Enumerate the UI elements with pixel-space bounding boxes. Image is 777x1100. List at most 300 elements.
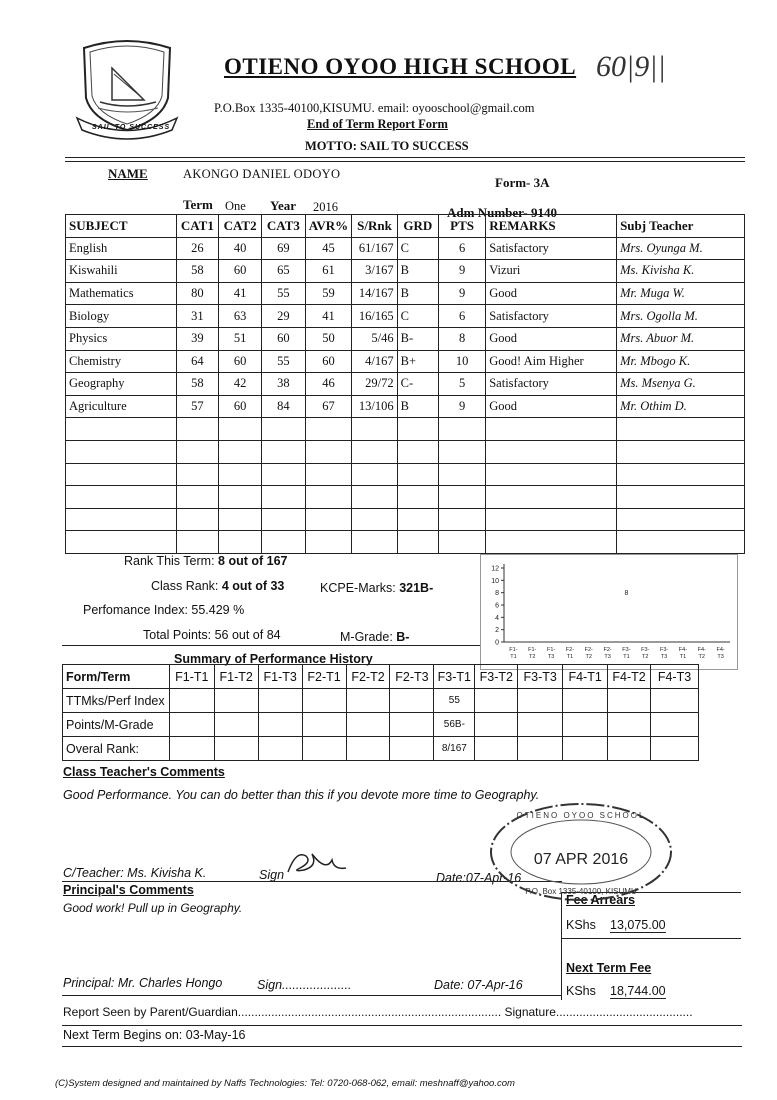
subject-row-empty (66, 440, 745, 463)
history-header-cell: F3-T1 (434, 665, 475, 689)
history-cell (651, 689, 699, 713)
subjects-header-s-rnk: S/Rnk (352, 215, 397, 238)
subject-cell: 67 (305, 395, 352, 418)
subject-cell: Ms. Kivisha K. (617, 260, 745, 283)
subject-row (66, 350, 745, 373)
subject-cell: C (397, 237, 438, 260)
mgrade-value: B- (396, 630, 410, 644)
subject-cell: 29/72 (352, 373, 397, 396)
subject-cell: Physics (66, 327, 177, 350)
subject-cell-empty (305, 508, 352, 531)
history-cell (346, 737, 390, 761)
subject-cell-empty (176, 440, 218, 463)
subject-row-empty (66, 486, 745, 509)
perf-value: 55.429 % (191, 603, 245, 617)
kcpe-label: KCPE-Marks: (320, 581, 396, 595)
subject-cell: 10 (438, 350, 485, 373)
history-cell (169, 713, 214, 737)
subjects-header-subject: SUBJECT (66, 215, 177, 238)
year-label: Year (270, 198, 296, 213)
subject-cell: Satisfactory (486, 237, 617, 260)
chart-x-tick-label: F4- (678, 647, 688, 653)
total-points (143, 628, 281, 642)
adm-label-text: Adm Number- (447, 205, 528, 220)
class-rank (151, 579, 284, 593)
history-cell (563, 713, 608, 737)
subjects-header-cat2: CAT2 (218, 215, 261, 238)
adm-value: 9140 (531, 205, 558, 220)
chart-x-tick-label: F1- (546, 647, 556, 653)
fees-box-mid (561, 938, 741, 939)
subject-cell: Good (486, 282, 617, 305)
chart-x-tick-label: T2 (698, 654, 705, 660)
subject-cell-empty (486, 418, 617, 441)
subjects-header-pts: PTS (438, 215, 485, 238)
subject-row (66, 395, 745, 418)
subject-cell-empty (438, 508, 485, 531)
subject-cell: 80 (176, 282, 218, 305)
chart-x-tick-label: T2 (585, 654, 592, 660)
subject-cell-empty (262, 440, 305, 463)
subject-cell: 60 (262, 327, 305, 350)
subject-cell-empty (352, 486, 397, 509)
subject-cell: 46 (305, 373, 352, 396)
subject-cell: 61/167 (352, 237, 397, 260)
subject-cell: 58 (176, 373, 218, 396)
subject-cell: 31 (176, 305, 218, 328)
subject-cell: 38 (262, 373, 305, 396)
chart-x-tick-label: T1 (510, 654, 517, 660)
subject-cell: 58 (176, 260, 218, 283)
history-row (63, 713, 699, 737)
performance-chart (480, 554, 738, 670)
subject-cell: 39 (176, 327, 218, 350)
subject-cell: Ms. Msenya G. (617, 373, 745, 396)
chart-x-tick-label: T2 (642, 654, 649, 660)
subject-cell-empty (176, 463, 218, 486)
history-cell: 55 (434, 689, 475, 713)
subject-cell: 6 (438, 305, 485, 328)
subject-cell-empty (218, 440, 261, 463)
stamp-date: 07 APR 2016 (533, 851, 629, 868)
subject-cell: C- (397, 373, 438, 396)
points-label: Total Points: (143, 628, 212, 642)
subject-cell-empty (218, 418, 261, 441)
kcpe-marks (320, 581, 433, 595)
subject-cell: 26 (176, 237, 218, 260)
principal-sign-label: Sign.................... (257, 978, 352, 992)
subject-cell: 6 (438, 237, 485, 260)
subject-cell: 41 (218, 282, 261, 305)
school-motto: MOTTO: SAIL TO SUCCESS (305, 139, 469, 153)
m-grade (340, 630, 409, 644)
header-rule-2 (65, 161, 745, 162)
history-cell (169, 737, 214, 761)
subject-cell-empty (262, 508, 305, 531)
subject-cell: Mr. Othim D. (617, 395, 745, 418)
subject-cell-empty (617, 418, 745, 441)
subject-cell-empty (397, 463, 438, 486)
handwritten-note: 60|9|| (596, 50, 666, 83)
fees-box-left-border (561, 892, 562, 1000)
chart-x-tick-label: F4- (697, 647, 706, 653)
subject-cell-empty (305, 463, 352, 486)
subject-cell: Geography (66, 373, 177, 396)
header-rule (65, 157, 745, 158)
history-cell (608, 737, 651, 761)
history-row (63, 689, 699, 713)
history-cell (475, 689, 518, 713)
class-teacher-title: Class Teacher's Comments (63, 765, 225, 779)
history-cell (518, 713, 563, 737)
subject-cell-empty (176, 486, 218, 509)
subject-row-empty (66, 508, 745, 531)
history-cell (346, 689, 390, 713)
subject-cell: B (397, 282, 438, 305)
subject-cell: B (397, 395, 438, 418)
history-cell (475, 737, 518, 761)
subject-cell: 29 (262, 305, 305, 328)
subject-row-empty (66, 418, 745, 441)
history-cell: 56B- (434, 713, 475, 737)
chart-x-tick-label: F3- (641, 647, 650, 653)
subject-cell: 9 (438, 282, 485, 305)
history-header-cell: F1-T1 (169, 665, 214, 689)
chart-x-tick-label: F3- (622, 647, 631, 653)
subject-cell-empty (352, 531, 397, 554)
history-header-cell: F2-T3 (390, 665, 434, 689)
chart-x-tick-label: F2- (603, 647, 612, 653)
subject-cell-empty (486, 531, 617, 554)
perf-label: Perfomance Index: (83, 603, 188, 617)
subject-cell: 60 (218, 350, 261, 373)
history-cell (651, 713, 699, 737)
chart-y-tick-label: 4 (495, 614, 499, 622)
history-cell (302, 713, 346, 737)
history-header-cell: F1-T2 (214, 665, 258, 689)
rank-this-term (124, 554, 288, 568)
subject-cell-empty (438, 440, 485, 463)
subject-cell: Mrs. Oyunga M. (617, 237, 745, 260)
subject-cell-empty (176, 531, 218, 554)
subject-row (66, 305, 745, 328)
subject-cell: 51 (218, 327, 261, 350)
school-address: P.O.Box 1335-40100,KISUMU. email: oyooschool@gmail.com (214, 101, 535, 115)
rank-label: Rank This Term: (124, 554, 215, 568)
subject-cell: Mrs. Abuor M. (617, 327, 745, 350)
chart-x-tick-label: T1 (679, 654, 687, 660)
subjects-header-grd: GRD (397, 215, 438, 238)
subject-cell: C (397, 305, 438, 328)
subject-cell-empty (352, 440, 397, 463)
subject-cell-empty (218, 486, 261, 509)
history-header-cell: F3-T3 (518, 665, 563, 689)
chart-x-tick-label: T3 (717, 654, 724, 660)
subjects-header-remarks: REMARKS (486, 215, 617, 238)
teacher-signature (282, 846, 352, 878)
subject-cell-empty (438, 418, 485, 441)
subject-cell: 60 (305, 350, 352, 373)
subjects-header-avr-: AVR% (305, 215, 352, 238)
chart-x-tick-label: T1 (623, 654, 630, 660)
subject-cell: Kiswahili (66, 260, 177, 283)
principal-comment: Good work! Pull up in Geography. (63, 901, 243, 915)
subject-cell: 40 (218, 237, 261, 260)
subject-cell-empty (397, 508, 438, 531)
history-cell (302, 737, 346, 761)
subject-cell: Mrs. Ogolla M. (617, 305, 745, 328)
form-label-text: Form- (495, 175, 531, 190)
class-teacher-comment: Good Performance. You can do better than this if you devote more time to Geography. (63, 788, 540, 802)
history-cell: Points/M-Grade (63, 713, 170, 737)
history-cell (608, 689, 651, 713)
class-teacher-name: C/Teacher: Ms. Kivisha K. (63, 866, 207, 880)
subject-cell-empty (438, 531, 485, 554)
history-cell (518, 737, 563, 761)
chart-x-tick-label: T1 (566, 654, 574, 660)
subject-cell-empty (486, 508, 617, 531)
subject-cell: 45 (305, 237, 352, 260)
subject-cell: Good! Aim Higher (486, 350, 617, 373)
principal-name: Principal: Mr. Charles Hongo (63, 976, 223, 990)
history-header-cell: F1-T3 (258, 665, 302, 689)
subject-cell: 50 (305, 327, 352, 350)
term-label: Term (183, 197, 213, 212)
principal-title: Principal's Comments (63, 883, 194, 897)
teacher-date: Date:07-Apr-16 (436, 871, 522, 885)
parent-seen-line: Report Seen by Parent/Guardian............................................................................... Signature......................................... (63, 1005, 693, 1019)
subject-row (66, 282, 745, 305)
subject-row (66, 327, 745, 350)
history-header-cell: F2-T2 (346, 665, 390, 689)
subject-cell: 61 (305, 260, 352, 283)
class-rank-value: 4 out of 33 (221, 579, 285, 593)
history-cell: TTMks/Perf Index (63, 689, 170, 713)
system-credit: (C)System designed and maintained by Naffs Technologies: Tel: 0720-068-062, email: meshnaff@yahoo.com (55, 1078, 515, 1089)
principal-date: Date: 07-Apr-16 (434, 978, 523, 992)
history-cell (390, 713, 434, 737)
subject-row-empty (66, 531, 745, 554)
subject-cell: B- (397, 327, 438, 350)
principal-rule (62, 995, 562, 996)
history-header-cell: F4-T2 (608, 665, 651, 689)
subject-cell-empty (262, 486, 305, 509)
subject-cell-empty (262, 531, 305, 554)
subject-cell: 63 (218, 305, 261, 328)
subject-cell-empty (352, 508, 397, 531)
subject-cell: 14/167 (352, 282, 397, 305)
subject-row (66, 260, 745, 283)
stamp-address: P.O. Box 1335-40100, KISUMU (525, 887, 637, 896)
term-value: One (225, 199, 246, 213)
subject-cell: B (397, 260, 438, 283)
rank-value: 8 out of 167 (218, 554, 288, 568)
history-cell (214, 689, 258, 713)
subjects-header-cat3: CAT3 (262, 215, 305, 238)
history-cell (563, 689, 608, 713)
chart-x-tick-label: F2- (565, 647, 575, 653)
subject-cell-empty (438, 463, 485, 486)
next-fee-currency: KShs (566, 984, 596, 998)
chart-x-tick-label: T3 (660, 654, 668, 660)
subject-cell-empty (66, 440, 177, 463)
next-fee-amount: 18,744.00 (610, 984, 666, 998)
form-value: 3A (533, 175, 550, 190)
subject-cell: 9 (438, 260, 485, 283)
history-cell (302, 689, 346, 713)
subject-cell-empty (486, 440, 617, 463)
summary-rule (62, 645, 482, 646)
form-title: End of Term Report Form (307, 117, 448, 131)
subjects-table (65, 214, 745, 554)
class-rank-label: Class Rank: (151, 579, 219, 593)
subject-cell: Good (486, 327, 617, 350)
subject-cell-empty (438, 486, 485, 509)
chart-x-tick-label: F1- (528, 647, 537, 653)
subject-cell: Good (486, 395, 617, 418)
subject-cell-empty (617, 486, 745, 509)
subject-cell: 60 (218, 260, 261, 283)
history-header-cell: F2-T1 (302, 665, 346, 689)
subject-cell: 55 (262, 350, 305, 373)
subject-cell: Mr. Mbogo K. (617, 350, 745, 373)
subject-cell: Biology (66, 305, 177, 328)
subject-cell-empty (352, 418, 397, 441)
chart-y-tick-label: 0 (495, 639, 499, 647)
subject-cell: B+ (397, 350, 438, 373)
subject-cell: Mr. Muga W. (617, 282, 745, 305)
chart-y-tick-label: 2 (495, 627, 499, 635)
kcpe-value: 321B- (399, 581, 434, 595)
student-name: AKONGO DANIEL ODOYO (183, 167, 341, 181)
history-row (63, 737, 699, 761)
teacher-sign-label: Sign (259, 868, 285, 882)
subject-cell: Mathematics (66, 282, 177, 305)
chart-x-tick-label: F3- (659, 647, 669, 653)
year-value: 2016 (313, 200, 338, 214)
footer-rule-1 (62, 1025, 742, 1026)
subject-cell: 5/46 (352, 327, 397, 350)
subject-cell-empty (176, 508, 218, 531)
subject-cell: 57 (176, 395, 218, 418)
history-cell (651, 737, 699, 761)
subject-cell: 9 (438, 395, 485, 418)
subject-cell: English (66, 237, 177, 260)
history-cell (518, 689, 563, 713)
stamp-top-text: OTIENO OYOO SCHOOL (516, 811, 646, 820)
subject-cell: 16/165 (352, 305, 397, 328)
subject-cell: Satisfactory (486, 305, 617, 328)
subject-cell-empty (617, 440, 745, 463)
subject-cell-empty (176, 418, 218, 441)
points-value: 56 out of 84 (214, 628, 281, 642)
subject-cell: Chemistry (66, 350, 177, 373)
subject-cell: 55 (262, 282, 305, 305)
arrears-currency: KShs (566, 918, 596, 932)
subject-cell-empty (486, 486, 617, 509)
history-cell (390, 737, 434, 761)
subject-cell-empty (617, 463, 745, 486)
history-header-row (63, 665, 699, 689)
history-cell (258, 689, 302, 713)
history-header-cell: F3-T2 (475, 665, 518, 689)
subject-cell: 69 (262, 237, 305, 260)
subject-cell: 41 (305, 305, 352, 328)
subject-cell: Agriculture (66, 395, 177, 418)
subject-cell-empty (397, 418, 438, 441)
subjects-header-cat1: CAT1 (176, 215, 218, 238)
history-title: Summary of Performance History (174, 652, 373, 666)
subject-cell-empty (397, 531, 438, 554)
history-cell (214, 737, 258, 761)
subject-cell-empty (66, 531, 177, 554)
subjects-header-row (66, 215, 745, 238)
subject-cell: 8 (438, 327, 485, 350)
subject-cell: Vizuri (486, 260, 617, 283)
chart-x-tick-label: F4- (716, 647, 725, 653)
history-header-cell: F4-T3 (651, 665, 699, 689)
chart-y-tick-label: 12 (491, 565, 499, 573)
subject-cell: 59 (305, 282, 352, 305)
subject-cell-empty (617, 531, 745, 554)
subject-cell-empty (486, 463, 617, 486)
history-cell: 8/167 (434, 737, 475, 761)
subject-cell-empty (66, 486, 177, 509)
subject-cell-empty (617, 508, 745, 531)
chart-x-tick-label: F2- (584, 647, 593, 653)
form-label (495, 175, 550, 191)
fee-arrears-title: Fee Arrears (566, 893, 636, 907)
subject-cell-empty (218, 508, 261, 531)
history-cell (169, 689, 214, 713)
subject-cell: 3/167 (352, 260, 397, 283)
subject-cell-empty (352, 463, 397, 486)
subject-cell-empty (262, 463, 305, 486)
chart-x-tick-label: T3 (547, 654, 555, 660)
history-cell (475, 713, 518, 737)
history-cell (390, 689, 434, 713)
history-table (62, 664, 699, 761)
chart-x-tick-label: F1- (509, 647, 518, 653)
history-cell (563, 737, 608, 761)
chart-y-tick-label: 6 (495, 602, 499, 610)
history-header-cell: Form/Term (63, 665, 170, 689)
subjects-header-subj-teacher: Subj Teacher (617, 215, 745, 238)
performance-index (83, 603, 244, 617)
subject-cell: 5 (438, 373, 485, 396)
subject-cell: 4/167 (352, 350, 397, 373)
subject-cell: Satisfactory (486, 373, 617, 396)
chart-y-tick-label: 10 (491, 577, 499, 585)
school-name: OTIENO OYOO HIGH SCHOOL (224, 54, 577, 79)
subject-cell-empty (305, 486, 352, 509)
subject-cell-empty (66, 463, 177, 486)
history-header-cell: F4-T1 (563, 665, 608, 689)
subject-row (66, 237, 745, 260)
arrears-amount: 13,075.00 (610, 918, 666, 932)
history-cell: Overal Rank: (63, 737, 170, 761)
subject-row-empty (66, 463, 745, 486)
subject-cell-empty (305, 440, 352, 463)
subject-cell-empty (218, 463, 261, 486)
logo-motto: SAIL TO SUCCESS (92, 124, 171, 131)
chart-data-label: 8 (624, 590, 629, 598)
subject-cell: 64 (176, 350, 218, 373)
subject-cell-empty (305, 531, 352, 554)
history-cell (258, 737, 302, 761)
history-cell (608, 713, 651, 737)
subject-cell-empty (66, 508, 177, 531)
